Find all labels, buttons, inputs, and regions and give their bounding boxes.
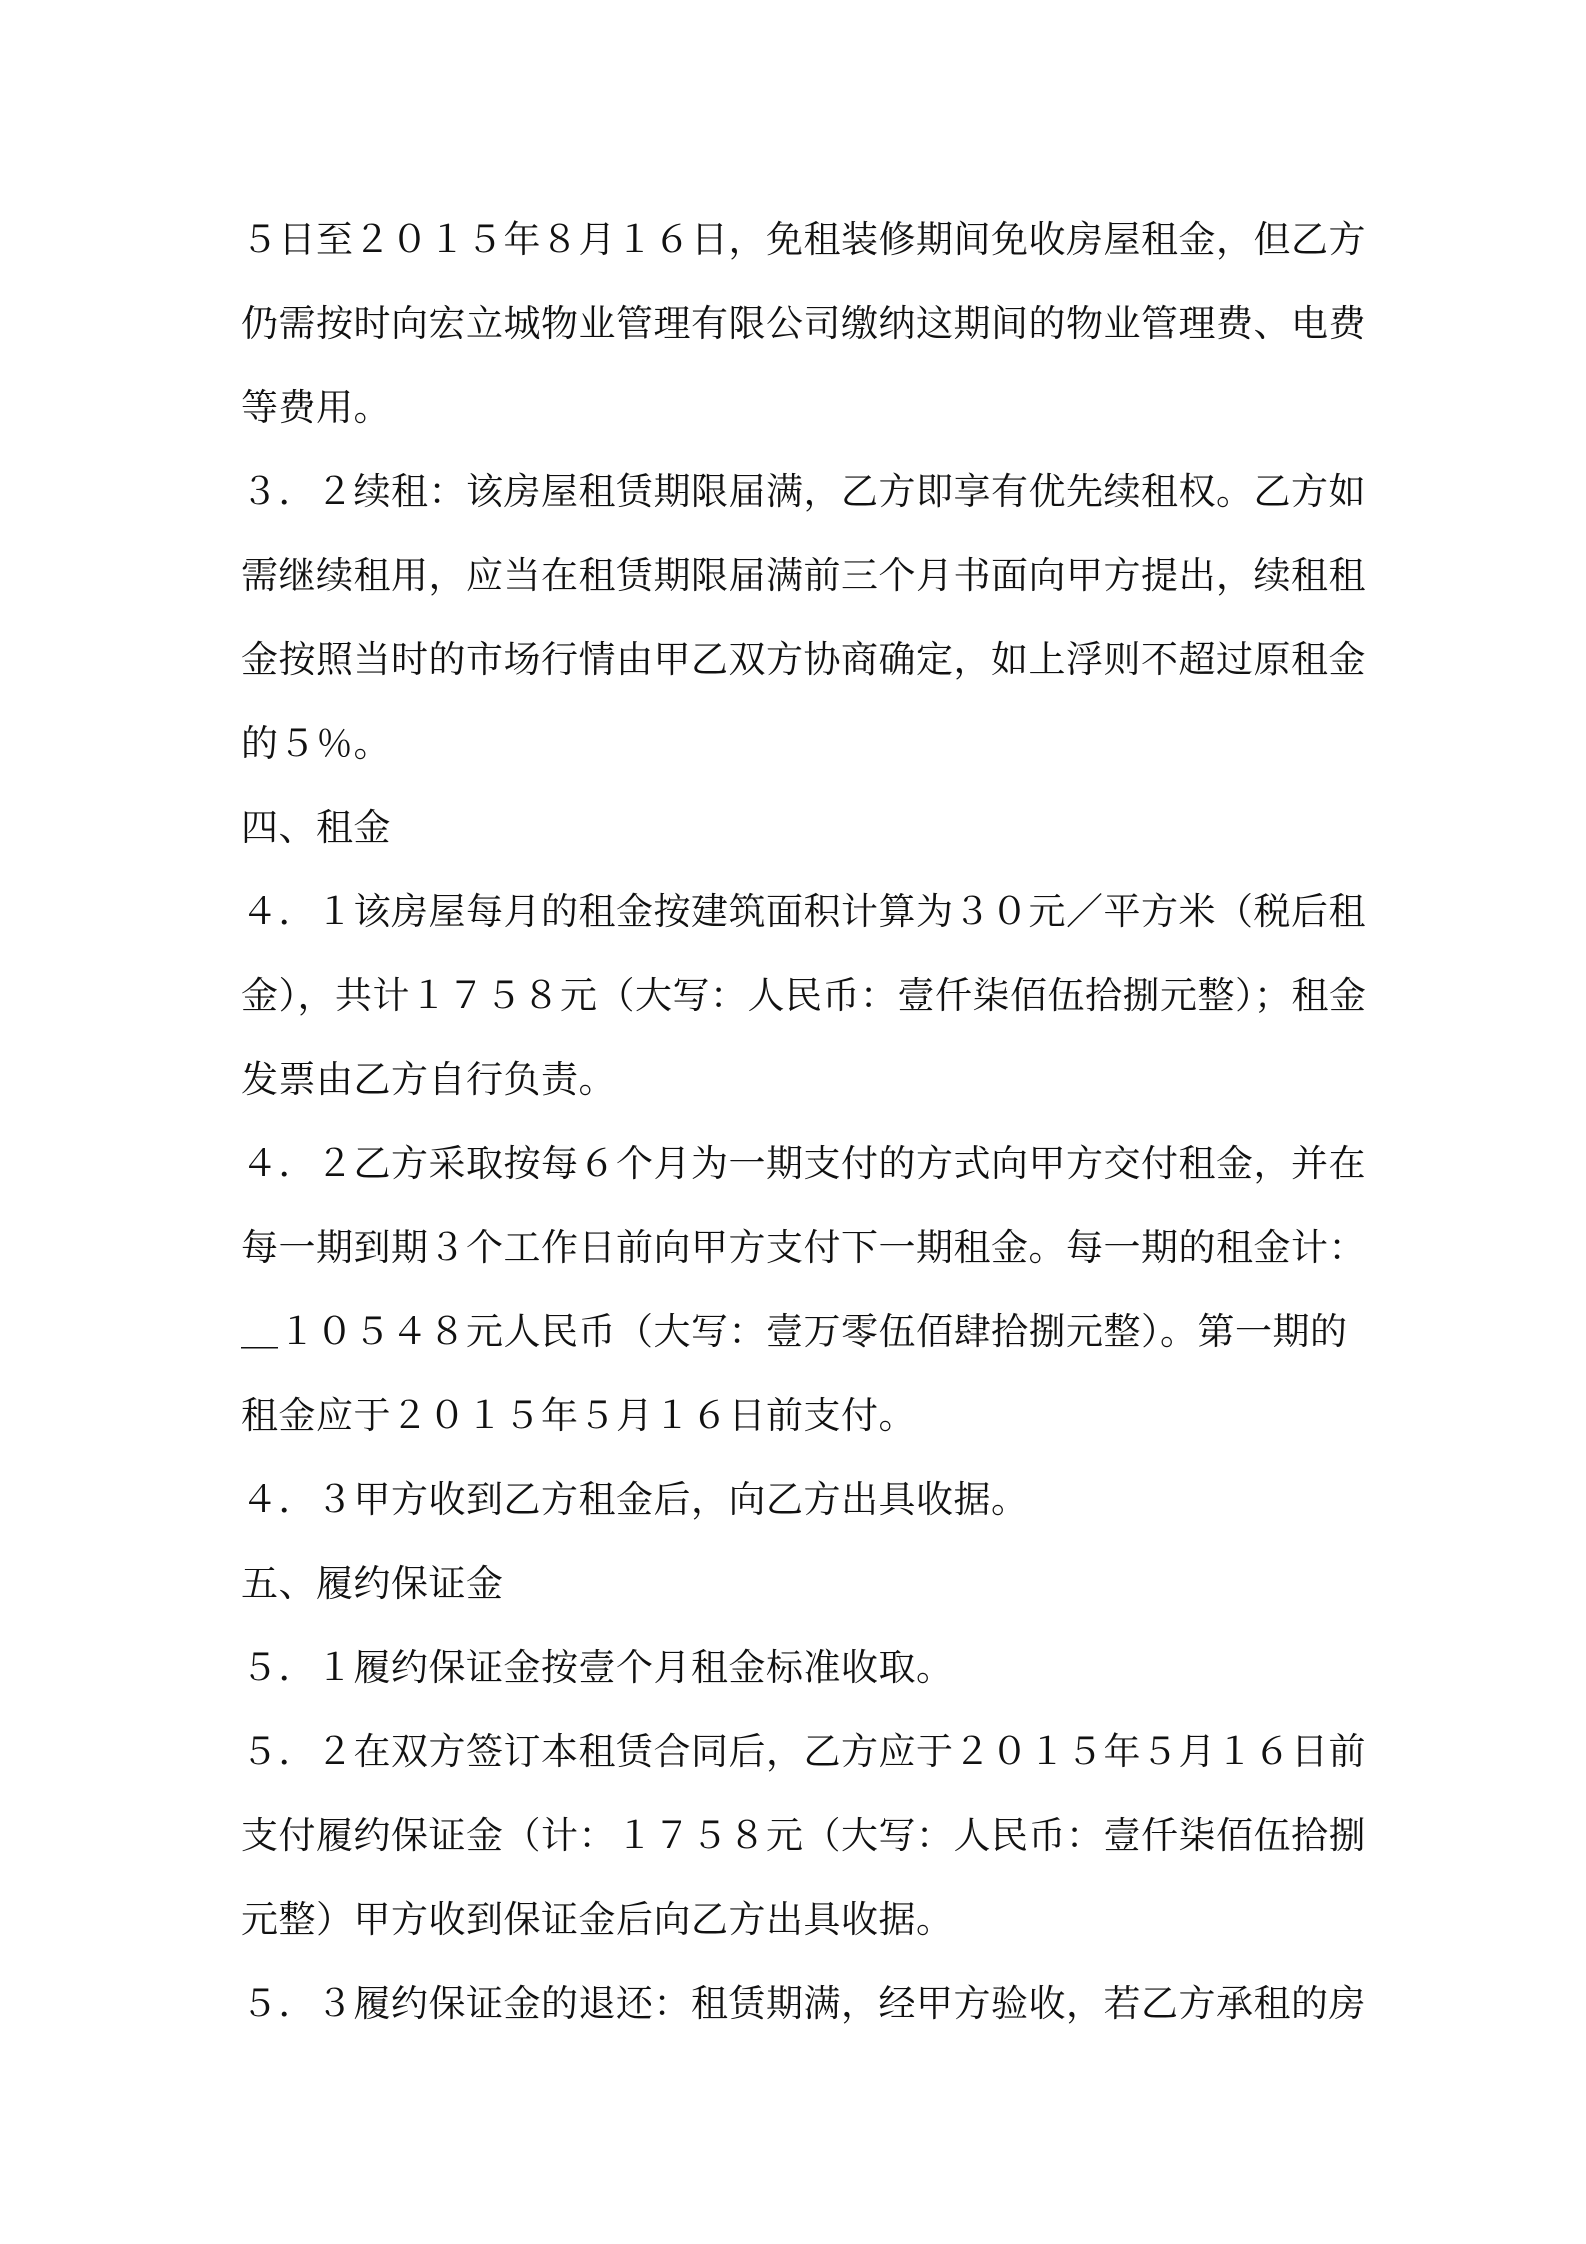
section-heading-deposit: 五、履约保证金 xyxy=(241,1562,504,1605)
clause-5-3-line: ５．３履约保证金的退还：租赁期满，经甲方验收，若乙方承租的房 xyxy=(241,1982,1366,2025)
text-line: 的５％。 xyxy=(241,722,391,765)
section-heading-rent: 四、租金 xyxy=(241,806,391,849)
text-line: 租金应于２０１５年５月１６日前支付。 xyxy=(241,1394,916,1437)
text-line: 每一期到期３个工作日前向甲方支付下一期租金。每一期的租金计： xyxy=(241,1226,1366,1269)
text-line: 仍需按时向宏立城物业管理有限公司缴纳这期间的物业管理费、电费 xyxy=(241,302,1366,345)
text-line: 发票由乙方自行负责。 xyxy=(241,1058,616,1101)
clause-5-2-line: ５．２在双方签订本租赁合同后，乙方应于２０１５年５月１６日前 xyxy=(241,1730,1366,1773)
clause-4-2-line: ４．２乙方采取按每６个月为一期支付的方式向甲方交付租金，并在 xyxy=(241,1142,1366,1185)
text-line: 等费用。 xyxy=(241,386,391,429)
text-line: 元整）甲方收到保证金后向乙方出具收据。 xyxy=(241,1898,954,1941)
text-line: 金），共计１７５８元（大写：人民币：壹仟柒佰伍拾捌元整）；租金 xyxy=(241,974,1367,1017)
clause-5-1-line: ５．１履约保证金按壹个月租金标准收取。 xyxy=(241,1646,954,1689)
clause-4-1-line: ４．１该房屋每月的租金按建筑面积计算为３０元／平方米（税后租 xyxy=(241,890,1366,933)
clause-4-3-line: ４．３甲方收到乙方租金后，向乙方出具收据。 xyxy=(241,1478,1029,1521)
clause-3-2-line: ３．２续租：该房屋租赁期限届满，乙方即享有优先续租权。乙方如 xyxy=(241,470,1366,513)
contract-text-body xyxy=(241,198,1367,2046)
text-line: ５日至２０１５年８月１６日，免租装修期间免收房屋租金，但乙方 xyxy=(241,218,1366,261)
text-line: 金按照当时的市场行情由甲乙双方协商确定，如上浮则不超过原租金 xyxy=(241,638,1366,681)
text-line: ＿１０５４８元人民币（大写：壹万零伍佰肆拾捌元整）。第一期的 xyxy=(241,1310,1348,1353)
text-line: 需继续租用，应当在租赁期限届满前三个月书面向甲方提出，续租租 xyxy=(241,554,1366,597)
text-line: 支付履约保证金（计：１７５８元（大写：人民币：壹仟柒佰伍拾捌 xyxy=(241,1814,1366,1857)
